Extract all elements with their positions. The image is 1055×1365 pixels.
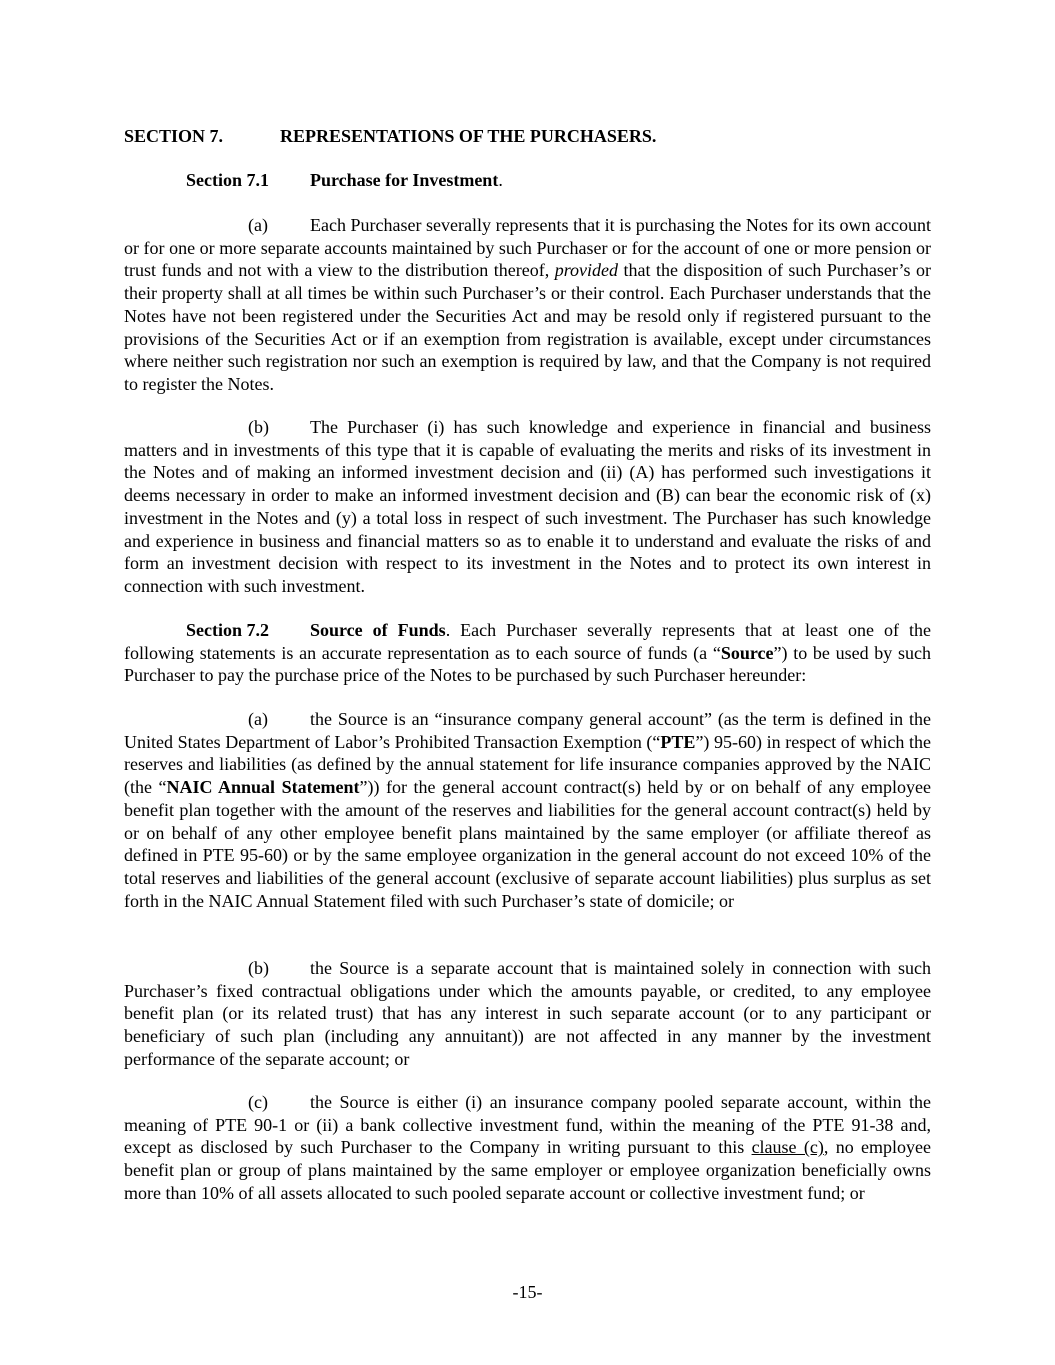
clause-text: ”) to be used by such Purchaser to pay the purchase price of the Notes to be purchased by such Purchaser hereunder: (124, 642, 931, 686)
section-title: REPRESENTATIONS OF THE PURCHASERS. (280, 126, 657, 146)
subsection-7-1-period: . (498, 170, 503, 190)
clause-text: . Each Purchaser severally represents that at least one of the following statements is an accurate representation as to each source of funds (a “ (124, 620, 931, 663)
clause-c-reference: clause (c) (751, 1137, 824, 1158)
paragraph-7-2-c (124, 1091, 931, 1205)
subsection-7-1-title: Purchase for Investment (310, 170, 499, 190)
clause-text: Each Purchaser severally represents that it is purchasing the Notes for its own account or for one or more separate accounts maintained by such Purchaser or for the account of one or more pension or trust funds and not with a view to the distribution thereof, (124, 215, 931, 281)
clause-label: (c) (248, 1092, 268, 1112)
subsection-7-2-number: Section 7.2 (186, 620, 269, 640)
clause-label: (b) (248, 958, 269, 978)
clause-text: the Source is a separate account that is maintained solely in connection with such Purchaser’s fixed contractual obligations under which the amounts payable, or credited, to any employee benefit plan (or its related trust) that has any interest in such separate account (or to any participant or beneficiary of such plan (including any annuitant)) are not affected in any manner by the investment performance of the separate account; or (124, 958, 931, 1069)
clause-text: , no employee benefit plan or group of plans maintained by the same employer or employee organization beneficially owns more than 10% of all assets allocated to such pooled separate account or collective investment fund; or (124, 1137, 931, 1203)
clause-text: The Purchaser (i) has such knowledge and experience in financial and business matters and in investments of this type that it is capable of evaluating the merits and risks of its investment in the Notes and of making an informed investment decision and (ii) (A) has performed such investigations it deems necessary in order to make an informed investment decision and (B) can bear the economic risk of (x) investment in the Notes and (y) a total loss in respect of such investment. The Purchaser has such knowledge and experience in business and financial matters so as to enable it to understand and evaluate the risks of and form an investment decision with respect to its investment in the Notes and to protect its own interest in connection with such investment. (124, 417, 931, 596)
defined-term-naic: NAIC Annual Statement (166, 777, 360, 798)
clause-label: (a) (248, 215, 268, 235)
section-heading (124, 125, 931, 148)
section-number: SECTION 7. (124, 126, 224, 146)
paragraph-7-2-a (124, 708, 931, 912)
clause-text: the Source is either (i) an insurance company pooled separate account, within the meaning of PTE 90-1 or (ii) a bank collective investment fund, within the meaning of the PTE 91-38 and, except as disclosed by such Purchaser to the Company in writing pursuant to this (124, 1092, 931, 1158)
subsection-7-1-heading (186, 169, 931, 192)
paragraph-7-2-intro (124, 619, 931, 687)
page-number: -15- (512, 1282, 543, 1302)
subsection-7-2-title: Source of Funds (310, 620, 446, 640)
defined-term-pte: PTE (660, 731, 696, 752)
provided-term: provided (554, 260, 619, 281)
clause-text: ”) 95-60) in respect of which the reserves and liabilities (as defined by the annual statement for life insurance companies approved by the NAIC (the “ (124, 731, 931, 798)
clause-text: that the disposition of such Purchaser’s or their property shall at all times be within such Purchaser’s or their control. Each Purchaser understands that the Notes have not been registered under the Securities Act and may be resold only if registered pursuant to the provisions of the Securities Act or if an exemption from registration is available, except under circumstances where neither such registration nor such an exemption is required by law, and that the Company is not required to register the Notes. (124, 260, 932, 394)
clause-text: the Source is an “insurance company general account” (as the term is defined in the United States Department of Labor’s Prohibited Transaction Exemption (“ (124, 709, 931, 752)
paragraph-7-1-a (124, 214, 931, 396)
paragraph-7-1-b (124, 416, 931, 598)
clause-label: (a) (248, 709, 268, 729)
clause-text: ”)) for the general account contract(s) held by or on behalf of any employee benefit plan together with the amount of the reserves and liabilities for the general account contract(s) held by or on behalf of any other employee benefit plans maintained by the same employer (or affiliate thereof as defined in PTE 95-60) or by the same employee organization in the general account do not exceed 10% of the total reserves and liabilities of the general account (exclusive of separate account liabilities) plus surplus as set forth in the NAIC Annual Statement filed with such Purchaser’s state of domicile; or (124, 777, 931, 911)
paragraph-7-2-b (124, 957, 931, 1071)
subsection-7-1-number: Section 7.1 (186, 170, 269, 190)
defined-term-source: Source (720, 642, 774, 663)
clause-label: (b) (248, 417, 269, 437)
